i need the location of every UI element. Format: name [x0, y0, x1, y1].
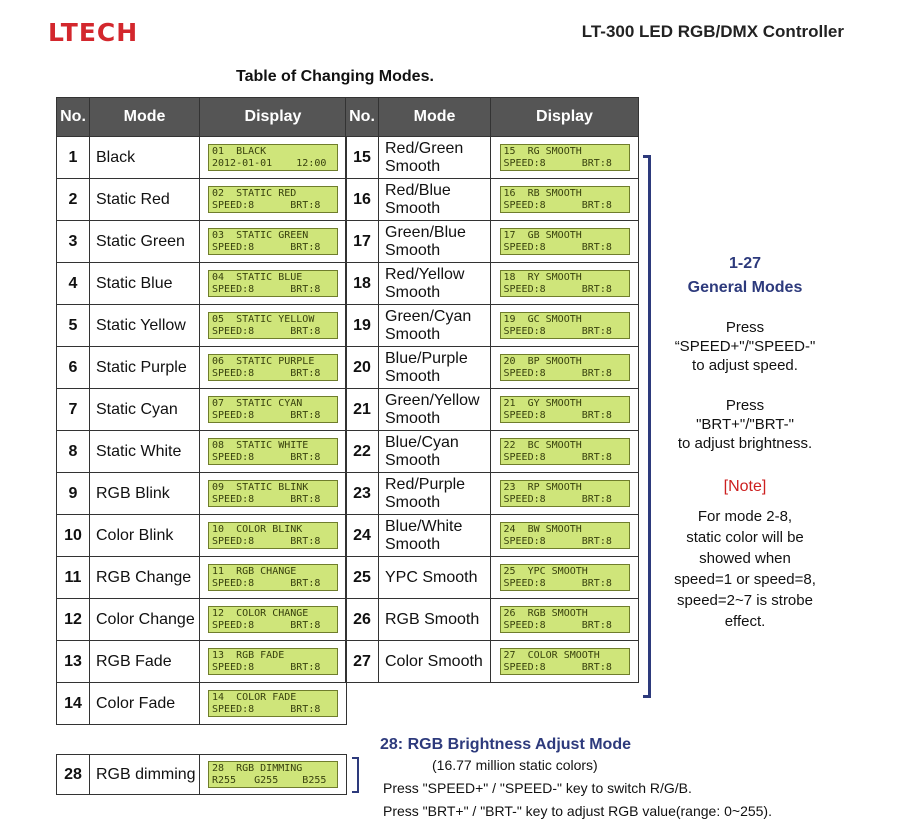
lcd-display	[208, 186, 338, 213]
mode-number: 5	[57, 305, 90, 347]
display-cell	[491, 137, 639, 179]
speed-line: “SPEED+"/"SPEED-"	[674, 338, 816, 355]
table-row	[57, 683, 347, 725]
display-cell	[491, 431, 639, 473]
table-row	[346, 557, 639, 599]
note-line: speed=2~7 is strobe	[677, 592, 813, 609]
lcd-line-2: SPEED:8 BRT:8	[212, 494, 321, 505]
header-display: Display	[200, 98, 347, 137]
lcd-line-2: SPEED:8 BRT:8	[212, 452, 321, 463]
mode-name: Color Blink	[90, 515, 200, 557]
lcd-line-2: SPEED:8 BRT:8	[503, 200, 612, 211]
table-row	[57, 263, 347, 305]
product-title: LT-300 LED RGB/DMX Controller	[581, 22, 844, 41]
note-line: static color will be	[686, 529, 804, 546]
lcd-line-1: 05 STATIC YELLOW	[212, 314, 315, 325]
table-row	[57, 599, 347, 641]
lcd-line-2: SPEED:8 BRT:8	[212, 536, 321, 547]
mode-number: 9	[57, 473, 90, 515]
mode-name: Red/Yellow Smooth	[379, 263, 491, 305]
lcd-display	[208, 564, 338, 591]
lcd-display	[208, 761, 338, 788]
lcd-line-1: 28 RGB DIMMING	[212, 763, 303, 774]
header-mode: Mode	[90, 98, 200, 137]
lcd-line-2: SPEED:8 BRT:8	[503, 662, 612, 673]
mode-name: Green/Yellow Smooth	[379, 389, 491, 431]
mode-name: RGB dimming	[90, 755, 200, 795]
mode-number: 15	[346, 137, 379, 179]
lcd-line-2: SPEED:8 BRT:8	[503, 452, 612, 463]
lcd-display	[208, 396, 338, 423]
general-modes-label: General Modes	[687, 279, 803, 296]
lcd-line-1: 25 YPC SMOOTH	[503, 566, 588, 577]
table-row	[346, 473, 639, 515]
display-cell	[491, 599, 639, 641]
bright-line: to adjust brightness.	[677, 435, 813, 452]
mode-number: 24	[346, 515, 379, 557]
bright-line: "BRT+"/"BRT-"	[696, 416, 794, 433]
mode-name: Blue/Cyan Smooth	[379, 431, 491, 473]
lcd-line-1: 02 STATIC RED	[212, 188, 297, 199]
display-cell	[200, 137, 347, 179]
mode-name: Color Fade	[90, 683, 200, 725]
lcd-line-1: 23 RP SMOOTH	[503, 482, 582, 493]
lcd-line-2: SPEED:8 BRT:8	[212, 284, 321, 295]
display-cell	[491, 179, 639, 221]
lcd-line-1: 06 STATIC PURPLE	[212, 356, 315, 367]
display-cell	[491, 515, 639, 557]
lcd-line-2: SPEED:8 BRT:8	[212, 620, 321, 631]
note-line: For mode 2-8,	[697, 508, 793, 525]
mode-name: RGB Blink	[90, 473, 200, 515]
lcd-line-1: 14 COLOR FADE	[212, 692, 297, 703]
table-row	[346, 515, 639, 557]
table-row	[346, 221, 639, 263]
table-title: Table of Changing Modes.	[236, 68, 434, 85]
display-cell	[200, 263, 347, 305]
display-cell	[491, 347, 639, 389]
lcd-line-2: SPEED:8 BRT:8	[503, 578, 612, 589]
display-cell	[200, 347, 347, 389]
mode-name: Static Blue	[90, 263, 200, 305]
table-row	[346, 305, 639, 347]
table-row	[57, 431, 347, 473]
mode28-subtitle: (16.77 million static colors)	[432, 757, 598, 773]
lcd-line-1: 17 GB SMOOTH	[503, 230, 582, 241]
mode-number: 3	[57, 221, 90, 263]
lcd-display	[208, 480, 338, 507]
lcd-line-2: SPEED:8 BRT:8	[212, 242, 321, 253]
table-row	[57, 755, 347, 795]
lcd-line-1: 27 COLOR SMOOTH	[503, 650, 600, 661]
mode-name: Color Smooth	[379, 641, 491, 683]
bright-line: Press	[725, 397, 765, 414]
display-cell	[200, 305, 347, 347]
mode-name: Static Purple	[90, 347, 200, 389]
lcd-display	[500, 438, 630, 465]
mode-number: 20	[346, 347, 379, 389]
lcd-display	[500, 648, 630, 675]
lcd-display	[208, 522, 338, 549]
mode28-bracket	[352, 757, 359, 793]
lcd-display	[500, 564, 630, 591]
display-cell	[491, 389, 639, 431]
brightness-instructions	[660, 396, 830, 453]
mode-number: 7	[57, 389, 90, 431]
table-row	[57, 473, 347, 515]
mode-number: 2	[57, 179, 90, 221]
modes-table-left	[56, 97, 347, 725]
lcd-line-1: 12 COLOR CHANGE	[212, 608, 309, 619]
lcd-display	[208, 438, 338, 465]
lcd-line-2: SPEED:8 BRT:8	[503, 494, 612, 505]
table-row	[57, 389, 347, 431]
modes-left-body	[57, 137, 347, 725]
mode-number: 11	[57, 557, 90, 599]
speed-instructions	[660, 318, 830, 375]
mode-name: Static Cyan	[90, 389, 200, 431]
lcd-line-2: SPEED:8 BRT:8	[212, 368, 321, 379]
lcd-line-2: R255 G255 B255	[212, 775, 327, 786]
lcd-line-2: SPEED:8 BRT:8	[212, 578, 321, 589]
note-text	[660, 506, 830, 632]
mode-number: 12	[57, 599, 90, 641]
general-modes-bracket	[643, 155, 651, 698]
lcd-display	[208, 354, 338, 381]
lcd-line-1: 11 RGB CHANGE	[212, 566, 297, 577]
table-header-row	[346, 98, 639, 137]
modes-right-body	[346, 137, 639, 683]
mode-number: 8	[57, 431, 90, 473]
mode-number: 14	[57, 683, 90, 725]
lcd-display	[500, 480, 630, 507]
lcd-display	[208, 690, 338, 717]
lcd-line-2: SPEED:8 BRT:8	[503, 368, 612, 379]
lcd-display	[208, 648, 338, 675]
table-row	[57, 557, 347, 599]
display-cell	[200, 515, 347, 557]
lcd-display	[500, 522, 630, 549]
mode-number: 26	[346, 599, 379, 641]
lcd-line-1: 19 GC SMOOTH	[503, 314, 582, 325]
general-modes-range: 1-27	[728, 255, 762, 272]
mode-name: Black	[90, 137, 200, 179]
table-row	[346, 641, 639, 683]
mode-number: 19	[346, 305, 379, 347]
table-row	[346, 389, 639, 431]
mode-number: 4	[57, 263, 90, 305]
table-row	[57, 515, 347, 557]
lcd-display	[500, 396, 630, 423]
display-cell	[200, 683, 347, 725]
display-cell	[200, 557, 347, 599]
display-cell	[491, 263, 639, 305]
lcd-display	[500, 312, 630, 339]
lcd-display	[208, 270, 338, 297]
mode-number: 1	[57, 137, 90, 179]
lcd-display	[208, 228, 338, 255]
lcd-line-1: 09 STATIC BLINK	[212, 482, 309, 493]
speed-line: Press	[725, 319, 765, 336]
lcd-line-2: SPEED:8 BRT:8	[503, 326, 612, 337]
lcd-line-2: SPEED:8 BRT:8	[212, 410, 321, 421]
display-cell	[491, 641, 639, 683]
lcd-line-1: 15 RG SMOOTH	[503, 146, 582, 157]
table-row	[57, 179, 347, 221]
table-row	[57, 221, 347, 263]
note-line: effect.	[724, 613, 766, 630]
mode-number: 18	[346, 263, 379, 305]
mode28-speed-instruction: Press "SPEED+" / "SPEED-" key to switch R/G/B.	[383, 780, 692, 796]
mode-number: 23	[346, 473, 379, 515]
speed-line: to adjust speed.	[692, 357, 798, 374]
lcd-line-2: SPEED:8 BRT:8	[503, 620, 612, 631]
lcd-line-1: 18 RY SMOOTH	[503, 272, 582, 283]
header-mode: Mode	[379, 98, 491, 137]
lcd-line-1: 26 RGB SMOOTH	[503, 608, 588, 619]
table-row	[346, 431, 639, 473]
note-line: speed=1 or speed=8,	[674, 571, 816, 588]
display-cell	[200, 641, 347, 683]
lcd-display	[500, 144, 630, 171]
display-cell	[200, 179, 347, 221]
mode-name: Green/Blue Smooth	[379, 221, 491, 263]
mode-number: 17	[346, 221, 379, 263]
table-row	[57, 347, 347, 389]
lcd-line-2: SPEED:8 BRT:8	[503, 410, 612, 421]
table-row	[346, 137, 639, 179]
mode-name: Static White	[90, 431, 200, 473]
mode-name: Red/Purple Smooth	[379, 473, 491, 515]
mode-number: 25	[346, 557, 379, 599]
mode-name: YPC Smooth	[379, 557, 491, 599]
mode28-brightness-instruction: Press "BRT+" / "BRT-" key to adjust RGB value(range: 0~255).	[383, 803, 772, 819]
table-row	[57, 641, 347, 683]
lcd-display	[208, 606, 338, 633]
lcd-line-1: 24 BW SMOOTH	[503, 524, 582, 535]
mode-name: RGB Change	[90, 557, 200, 599]
mode-number: 21	[346, 389, 379, 431]
lcd-display	[500, 186, 630, 213]
lcd-display	[500, 354, 630, 381]
modes-table-right	[345, 97, 639, 683]
display-cell	[491, 473, 639, 515]
mode-name: Red/Blue Smooth	[379, 179, 491, 221]
mode-number: 22	[346, 431, 379, 473]
brand-logo: LTECH	[48, 18, 139, 47]
display-cell	[200, 389, 347, 431]
lcd-display	[500, 606, 630, 633]
lcd-line-2: SPEED:8 BRT:8	[212, 662, 321, 673]
display-cell	[491, 557, 639, 599]
lcd-line-1: 08 STATIC WHITE	[212, 440, 309, 451]
lcd-line-2: SPEED:8 BRT:8	[212, 200, 321, 211]
table-header-row	[57, 98, 347, 137]
note-title: [Note]	[723, 478, 767, 495]
mode-name: Blue/Purple Smooth	[379, 347, 491, 389]
display-cell	[200, 473, 347, 515]
lcd-line-1: 03 STATIC GREEN	[212, 230, 309, 241]
display-cell	[200, 431, 347, 473]
table-row	[57, 137, 347, 179]
mode-name: RGB Smooth	[379, 599, 491, 641]
mode-name: Static Yellow	[90, 305, 200, 347]
lcd-line-2: SPEED:8 BRT:8	[503, 158, 612, 169]
display-cell	[200, 221, 347, 263]
mode-name: Color Change	[90, 599, 200, 641]
lcd-line-2: SPEED:8 BRT:8	[212, 704, 321, 715]
lcd-display	[208, 312, 338, 339]
display-cell	[491, 221, 639, 263]
display-cell	[491, 305, 639, 347]
lcd-display	[208, 144, 338, 171]
header-no: No.	[57, 98, 90, 137]
display-cell	[200, 755, 347, 795]
lcd-line-1: 01 BLACK	[212, 146, 267, 157]
lcd-line-1: 04 STATIC BLUE	[212, 272, 303, 283]
mode-name: Static Green	[90, 221, 200, 263]
note-line: showed when	[699, 550, 791, 567]
lcd-display	[500, 228, 630, 255]
display-cell	[200, 599, 347, 641]
header-display: Display	[491, 98, 639, 137]
lcd-line-2: SPEED:8 BRT:8	[503, 284, 612, 295]
lcd-line-2: SPEED:8 BRT:8	[503, 242, 612, 253]
lcd-line-1: 16 RB SMOOTH	[503, 188, 582, 199]
header-no: No.	[346, 98, 379, 137]
mode-number: 16	[346, 179, 379, 221]
mode-name: Blue/White Smooth	[379, 515, 491, 557]
lcd-line-1: 07 STATIC CYAN	[212, 398, 303, 409]
lcd-line-2: SPEED:8 BRT:8	[503, 536, 612, 547]
mode28-table	[56, 754, 347, 795]
table-row	[346, 263, 639, 305]
mode28-title: 28: RGB Brightness Adjust Mode	[380, 736, 631, 753]
mode-number: 6	[57, 347, 90, 389]
mode-number: 13	[57, 641, 90, 683]
mode-number: 10	[57, 515, 90, 557]
lcd-line-1: 20 BP SMOOTH	[503, 356, 582, 367]
lcd-line-1: 21 GY SMOOTH	[503, 398, 582, 409]
table-row	[346, 599, 639, 641]
table-row	[346, 347, 639, 389]
lcd-line-2: SPEED:8 BRT:8	[212, 326, 321, 337]
lcd-line-2: 2012-01-01 12:00	[212, 158, 327, 169]
lcd-line-1: 13 RGB FADE	[212, 650, 285, 661]
mode-name: RGB Fade	[90, 641, 200, 683]
mode-number: 27	[346, 641, 379, 683]
mode-name: Static Red	[90, 179, 200, 221]
lcd-line-1: 22 BC SMOOTH	[503, 440, 582, 451]
lcd-display	[500, 270, 630, 297]
lcd-line-1: 10 COLOR BLINK	[212, 524, 303, 535]
mode-name: Red/Green Smooth	[379, 137, 491, 179]
table-row	[346, 179, 639, 221]
mode-number: 28	[57, 755, 90, 795]
mode-name: Green/Cyan Smooth	[379, 305, 491, 347]
table-row	[57, 305, 347, 347]
